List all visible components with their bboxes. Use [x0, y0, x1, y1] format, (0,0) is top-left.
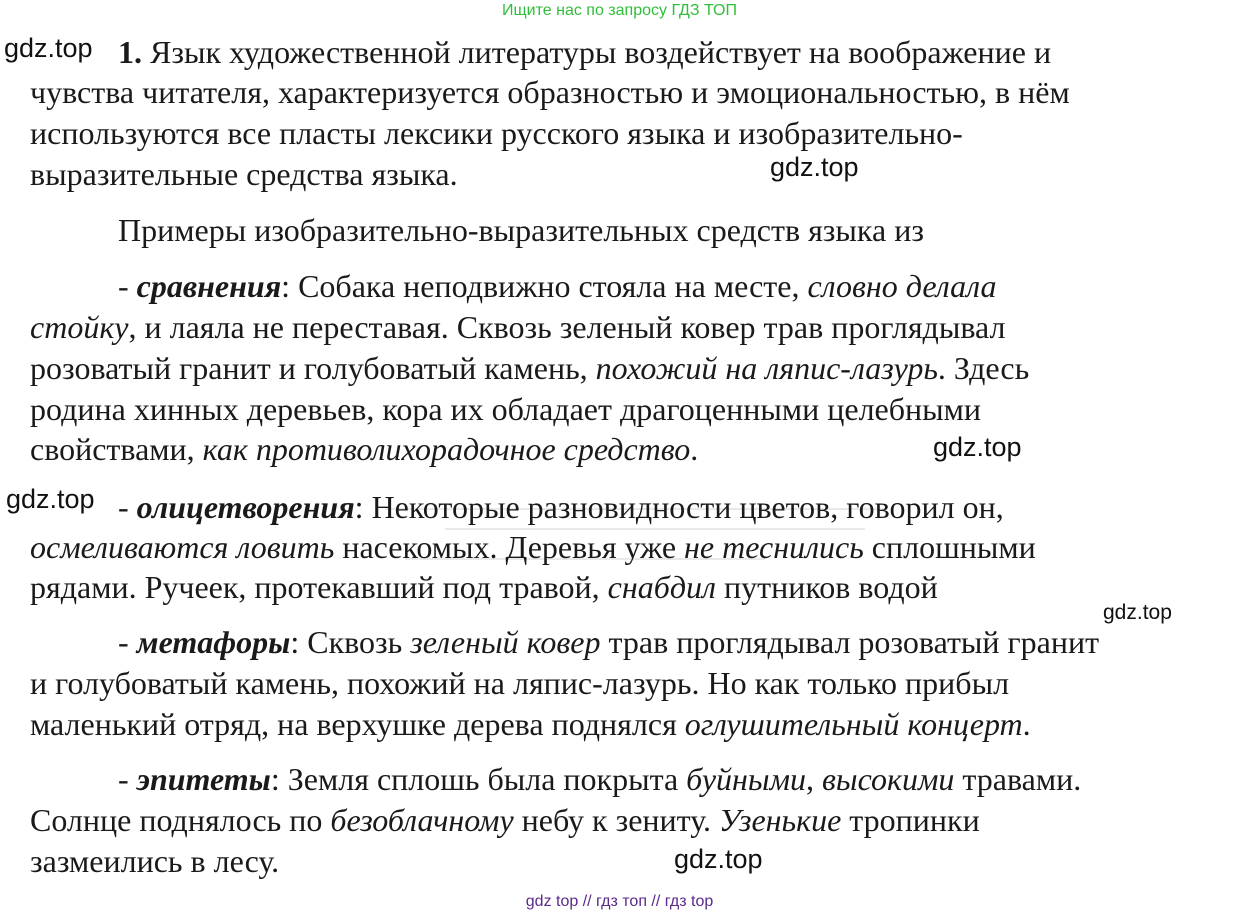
text: чувства читателя, характеризуется образностью и эмоциональностью, в нём: [30, 74, 1070, 110]
comparisons-line-1: [118, 266, 996, 306]
personification-line-1: [118, 487, 1004, 527]
metaphors-line-1: [118, 622, 1099, 662]
task-number: 1.: [118, 34, 142, 70]
example: Узенькие: [719, 802, 842, 838]
text: , и лаяла не переставая. Сквозь зеленый ковер трав проглядывал: [128, 309, 1006, 345]
text: . Здесь: [937, 350, 1030, 386]
example: похожий на ляпис-лазурь: [595, 350, 938, 386]
personification-line-2: [30, 527, 1036, 567]
example: высокими: [822, 761, 955, 797]
text: розоватый гранит и голубоватый камень,: [30, 350, 596, 386]
example: не теснились: [684, 529, 864, 565]
example: стойку: [30, 309, 129, 345]
epithets-line-1: [118, 759, 1081, 799]
dash: -: [118, 489, 137, 525]
example: зеленый ковер: [410, 624, 601, 660]
text: : Собака неподвижно стояла на месте,: [281, 268, 808, 304]
text: : Сквозь: [290, 624, 411, 660]
term-epithets: эпитеты: [136, 761, 271, 797]
text: сплошными: [863, 529, 1036, 565]
example: безоблачному: [330, 802, 514, 838]
example: осмеливаются ловить: [30, 529, 335, 565]
text: : Земля сплошь была покрыта: [270, 761, 687, 797]
metaphors-line-3: [30, 704, 1031, 744]
term-personification: олицетворения: [136, 489, 355, 525]
epithets-line-2: [30, 800, 980, 840]
text: : Некоторые разновидности цветов, говорил он,: [354, 489, 1004, 525]
watermark: gdz.top: [6, 484, 95, 514]
watermark: gdz.top: [674, 844, 763, 874]
text: путников водой: [715, 569, 938, 605]
dash: -: [118, 624, 137, 660]
watermark: gdz.top: [770, 152, 859, 182]
dash: -: [118, 761, 137, 797]
text: родина хинных деревьев, кора их обладает драгоценными целебными: [30, 391, 982, 427]
watermark: gdz.top: [933, 432, 1022, 462]
text: небу к зениту.: [513, 802, 720, 838]
watermark: gdz.top: [1103, 601, 1172, 624]
example: как противолихорадочное средство: [202, 431, 691, 467]
text: маленький отряд, на верхушке дерева поднялся: [30, 706, 685, 742]
text: трав проглядывал розоватый гранит: [600, 624, 1100, 660]
text: свойствами,: [30, 431, 203, 467]
example: оглушительный концерт: [684, 706, 1023, 742]
watermark: gdz.top: [4, 33, 93, 63]
comparisons-line-2: [30, 307, 1005, 347]
example: буйными: [686, 761, 807, 797]
metaphors-line-2: [30, 663, 1009, 703]
text: тропинки: [841, 802, 980, 838]
paragraph-1-line-3: [30, 113, 963, 153]
example: словно делала: [807, 268, 997, 304]
text: рядами. Ручеек, протекавший под травой,: [30, 569, 608, 605]
comparisons-line-3: [30, 348, 1029, 388]
paragraph-2: [118, 210, 924, 250]
epithets-line-3: [30, 841, 279, 881]
text: Примеры изобразительно-выразительных средств языка из: [118, 212, 924, 248]
text: ,: [806, 761, 823, 797]
term-comparisons: сравнения: [136, 268, 282, 304]
text: травами.: [954, 761, 1082, 797]
comparisons-line-5: [30, 429, 698, 469]
paragraph-1-line-1: [118, 32, 1051, 72]
text: зазмеились в лесу.: [30, 843, 280, 879]
text: .: [1022, 706, 1031, 742]
text: .: [690, 431, 699, 467]
term-metaphors: метафоры: [136, 624, 291, 660]
text: и голубоватый камень, похожий на ляпис-лазурь. Но как только прибыл: [30, 665, 1010, 701]
comparisons-line-4: [30, 389, 981, 429]
text: Язык художественной литературы воздействует на воображение и: [150, 34, 1052, 70]
bottom-banner: gdz top // гдз топ // гдз top: [525, 893, 714, 910]
dash: -: [118, 268, 137, 304]
top-banner: Ищите нас по запросу ГДЗ ТОП: [502, 2, 737, 19]
paragraph-1-line-2: [30, 72, 1070, 112]
example: снабдил: [607, 569, 716, 605]
text: используются все пласты лексики русского языка и изобразительно-: [30, 115, 963, 151]
text: выразительные средства языка.: [30, 156, 458, 192]
text: насекомых. Деревья уже: [334, 529, 685, 565]
personification-line-3: [30, 567, 938, 607]
paragraph-1-line-4: [30, 154, 458, 194]
text: Солнце поднялось по: [30, 802, 331, 838]
